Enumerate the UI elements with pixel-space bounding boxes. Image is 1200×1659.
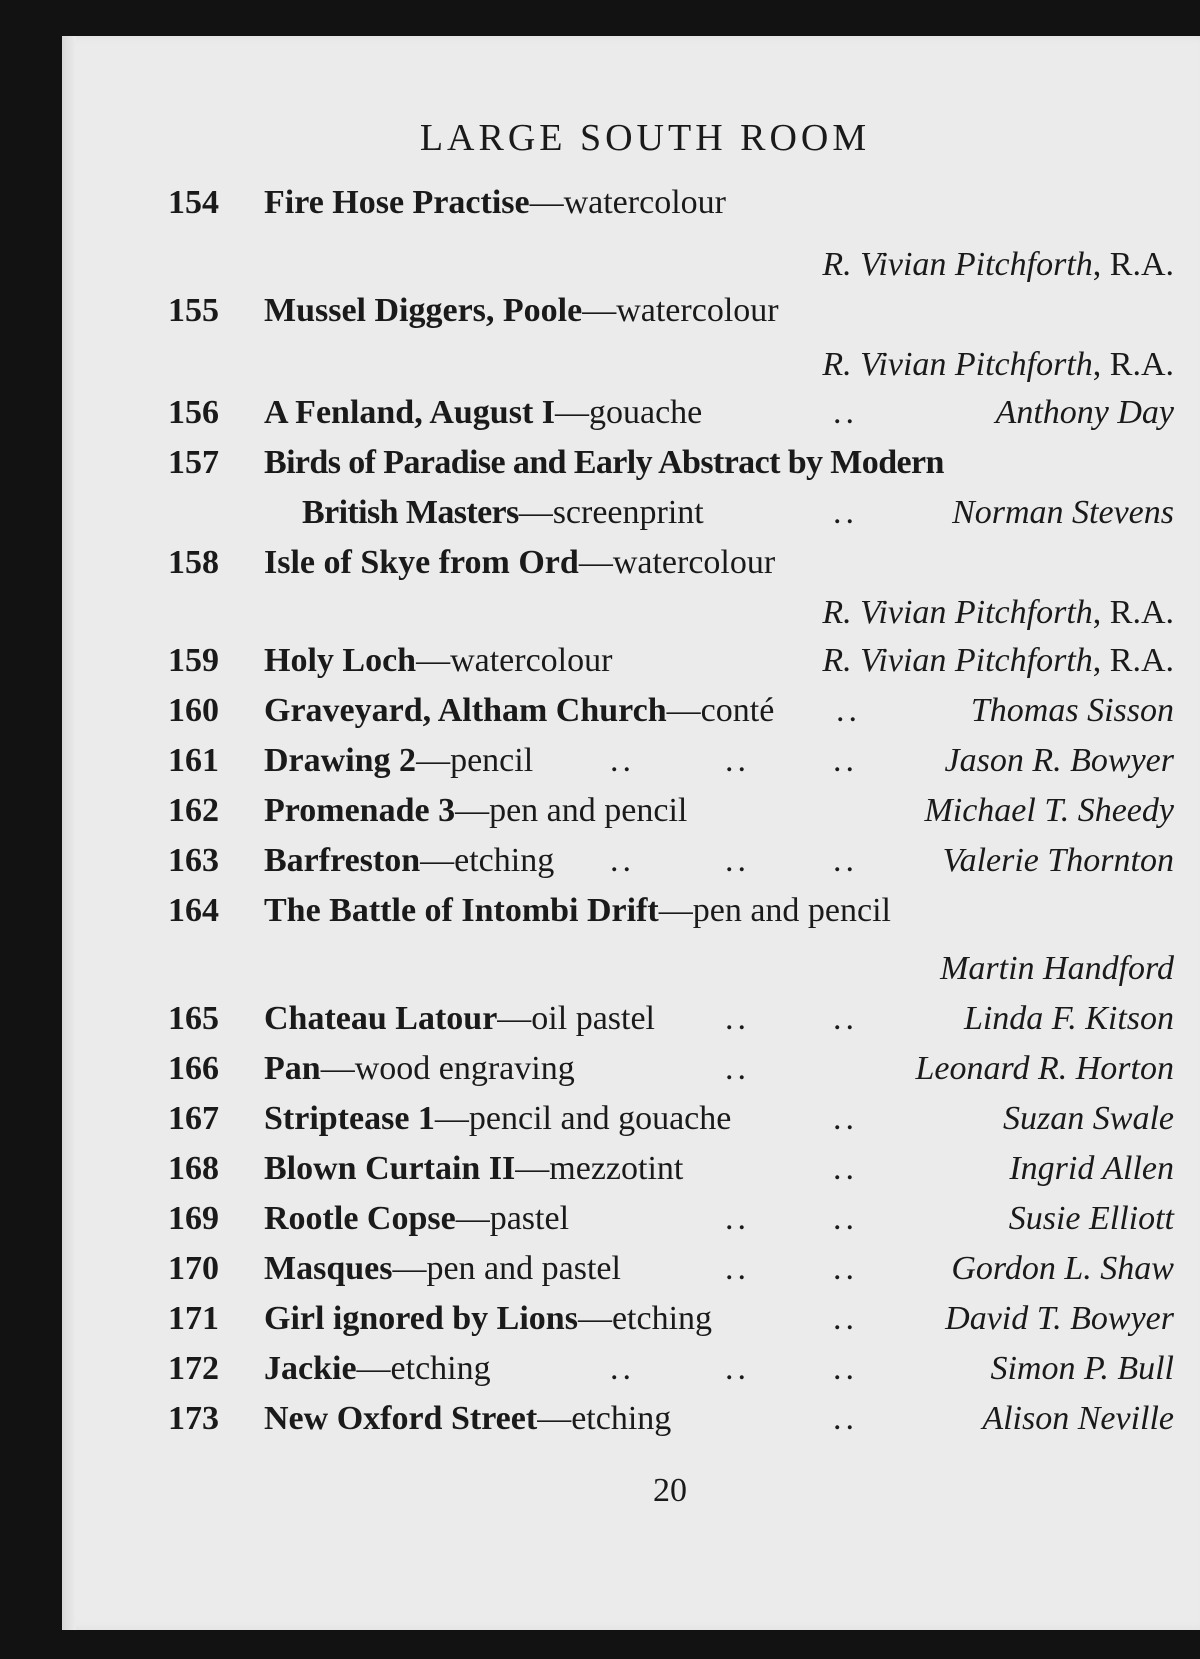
entry-title: Drawing 2 — [264, 742, 417, 779]
entry-artist-suffix: , R.A. — [1092, 642, 1174, 679]
entry-medium: —mezzotint — [515, 1150, 684, 1187]
entry-158-artist-line — [0, 594, 1200, 644]
entry-artist-suffix: , R.A. — [1092, 246, 1174, 283]
entry-medium: —screenprint — [518, 494, 704, 531]
entry-number: 157 — [168, 444, 219, 481]
leader-dots: .. — [725, 1000, 750, 1037]
entry-artist: Susie Elliott — [1008, 1200, 1174, 1237]
entry-155-line — [0, 292, 1200, 342]
entry-title: Girl ignored by Lions — [264, 1300, 578, 1337]
entry-171-line — [0, 1300, 1200, 1350]
entry-title: Graveyard, Altham Church — [264, 692, 667, 729]
entry-artist: Linda F. Kitson — [963, 1000, 1174, 1037]
entry-medium: —pen and pencil — [455, 792, 688, 829]
entry-artist: Thomas Sisson — [970, 692, 1174, 729]
entry-artist: Jason R. Bowyer — [944, 742, 1174, 779]
entry-medium: —pen and pencil — [658, 892, 892, 929]
leader-dots: .. — [725, 742, 750, 779]
entry-number: 169 — [168, 1200, 219, 1237]
entry-artist: Gordon L. Shaw — [951, 1250, 1174, 1287]
entry-medium: —watercolour — [578, 544, 776, 581]
entry-medium: —pen and pastel — [392, 1250, 621, 1287]
entry-title: The Battle of Intombi Drift — [264, 892, 659, 929]
entry-160-line — [0, 692, 1200, 742]
entry-number: 155 — [168, 292, 219, 329]
entry-154-line — [0, 184, 1200, 234]
leader-dots: .. — [725, 1350, 750, 1387]
entry-medium: —gouache — [555, 394, 703, 431]
entry-artist: Suzan Swale — [1003, 1100, 1174, 1137]
entry-number: 168 — [168, 1150, 219, 1187]
entry-title: Mussel Diggers, Poole — [264, 292, 583, 329]
entry-artist: Martin Handford — [940, 950, 1174, 987]
entry-title: Isle of Skye from Ord — [264, 544, 579, 581]
entry-number: 163 — [168, 842, 219, 879]
entry-number: 160 — [168, 692, 219, 729]
entry-166-line — [0, 1050, 1200, 1100]
entry-number: 171 — [168, 1300, 219, 1337]
entry-167-line — [0, 1100, 1200, 1150]
leader-dots: .. — [833, 1300, 858, 1337]
entry-156-line — [0, 394, 1200, 444]
entry-artist: R. Vivian Pitchforth — [822, 246, 1093, 283]
leader-dots: .. — [725, 1050, 750, 1087]
entry-artist: Ingrid Allen — [1009, 1150, 1174, 1187]
entry-number: 166 — [168, 1050, 219, 1087]
leader-dots: .. — [610, 842, 635, 879]
entry-title: Fire Hose Practise — [264, 184, 530, 221]
entry-number: 162 — [168, 792, 219, 829]
entry-170-line — [0, 1250, 1200, 1300]
entry-artist: Anthony Day — [995, 394, 1174, 431]
entry-title: Blown Curtain II — [264, 1150, 516, 1187]
entry-artist: David T. Bowyer — [945, 1300, 1174, 1337]
leader-dots: .. — [833, 1400, 858, 1437]
leader-dots: .. — [725, 1200, 750, 1237]
entry-title: Jackie — [264, 1350, 357, 1387]
entry-title: Promenade 3 — [264, 792, 456, 829]
leader-dots: .. — [725, 1250, 750, 1287]
entry-medium: —pastel — [455, 1200, 570, 1237]
entry-artist: Simon P. Bull — [990, 1350, 1174, 1387]
entry-title: Holy Loch — [264, 642, 417, 679]
entry-164-line — [0, 892, 1200, 942]
entry-number: 165 — [168, 1000, 219, 1037]
entry-158-line — [0, 544, 1200, 594]
entry-medium: —etching — [577, 1300, 713, 1337]
entry-medium: —watercolour — [529, 184, 726, 221]
entry-157-cont-line — [0, 494, 1200, 544]
leader-dots: .. — [833, 394, 858, 431]
entry-155-artist-line — [0, 346, 1200, 396]
entry-medium: —watercolour — [582, 292, 779, 329]
page-heading: LARGE SOUTH ROOM — [419, 117, 871, 159]
entry-title: A Fenland, August I — [264, 394, 555, 431]
entry-artist: R. Vivian Pitchforth — [822, 594, 1093, 631]
entry-medium: —conté — [666, 692, 775, 729]
entry-number: 159 — [168, 642, 219, 679]
entry-artist: Alison Neville — [982, 1400, 1174, 1437]
entry-title-continued: British Masters — [302, 494, 519, 531]
entry-159-line — [0, 642, 1200, 692]
entry-163-line — [0, 842, 1200, 892]
entry-artist: R. Vivian Pitchforth — [822, 346, 1093, 383]
leader-dots: .. — [833, 494, 858, 531]
entry-number: 167 — [168, 1100, 219, 1137]
leader-dots: .. — [833, 1350, 858, 1387]
entry-title: Rootle Copse — [264, 1200, 456, 1237]
leader-dots: .. — [833, 1250, 858, 1287]
entry-173-line — [0, 1400, 1200, 1450]
entry-168-line — [0, 1150, 1200, 1200]
entry-number: 161 — [168, 742, 219, 779]
entry-medium: —etching — [356, 1350, 491, 1387]
leader-dots: .. — [833, 842, 858, 879]
entry-title: Chateau Latour — [264, 1000, 498, 1037]
entry-medium: —etching — [537, 1400, 672, 1437]
entry-number: 154 — [168, 184, 219, 221]
entry-number: 164 — [168, 892, 219, 929]
leader-dots: .. — [833, 1150, 858, 1187]
entry-title: Masques — [264, 1250, 393, 1287]
page-number: 20 — [653, 1472, 687, 1509]
entry-169-line — [0, 1200, 1200, 1250]
entry-medium: —pencil — [416, 742, 534, 779]
leader-dots: .. — [610, 1350, 635, 1387]
entry-number: 158 — [168, 544, 219, 581]
entry-number: 156 — [168, 394, 219, 431]
entry-title: Pan — [264, 1050, 321, 1087]
leader-dots: .. — [836, 692, 861, 729]
entry-artist: Norman Stevens — [952, 494, 1174, 531]
entry-162-line — [0, 792, 1200, 842]
entry-medium: —wood engraving — [320, 1050, 575, 1087]
entry-artist: Leonard R. Horton — [915, 1050, 1174, 1087]
entry-165-line — [0, 1000, 1200, 1050]
entry-artist: R. Vivian Pitchforth — [822, 642, 1093, 679]
entry-164-artist-line — [0, 950, 1200, 1000]
leader-dots: .. — [610, 742, 635, 779]
entry-157-line — [0, 444, 1200, 494]
entry-artist: Valerie Thornton — [942, 842, 1174, 879]
entry-title: Barfreston — [264, 842, 421, 879]
entry-172-line — [0, 1350, 1200, 1400]
entry-number: 172 — [168, 1350, 219, 1387]
entry-154-artist-line — [0, 246, 1200, 296]
entry-title: Birds of Paradise and Early Abstract by Modern — [264, 444, 944, 481]
entry-title: Striptease 1 — [264, 1100, 435, 1137]
entry-medium: —etching — [420, 842, 555, 879]
entry-medium: —watercolour — [416, 642, 613, 679]
entry-number: 173 — [168, 1400, 219, 1437]
entry-medium: —oil pastel — [497, 1000, 655, 1037]
leader-dots: .. — [833, 1100, 858, 1137]
entry-title: New Oxford Street — [264, 1400, 538, 1437]
entry-artist: Michael T. Sheedy — [924, 792, 1174, 829]
leader-dots: .. — [725, 842, 750, 879]
leader-dots: .. — [833, 1000, 858, 1037]
entry-artist-suffix: , R.A. — [1092, 594, 1174, 631]
entry-medium: —pencil and gouache — [434, 1100, 732, 1137]
leader-dots: .. — [833, 742, 858, 779]
entry-artist-suffix: , R.A. — [1092, 346, 1174, 383]
entry-number: 170 — [168, 1250, 219, 1287]
entry-161-line — [0, 742, 1200, 792]
leader-dots: .. — [833, 1200, 858, 1237]
